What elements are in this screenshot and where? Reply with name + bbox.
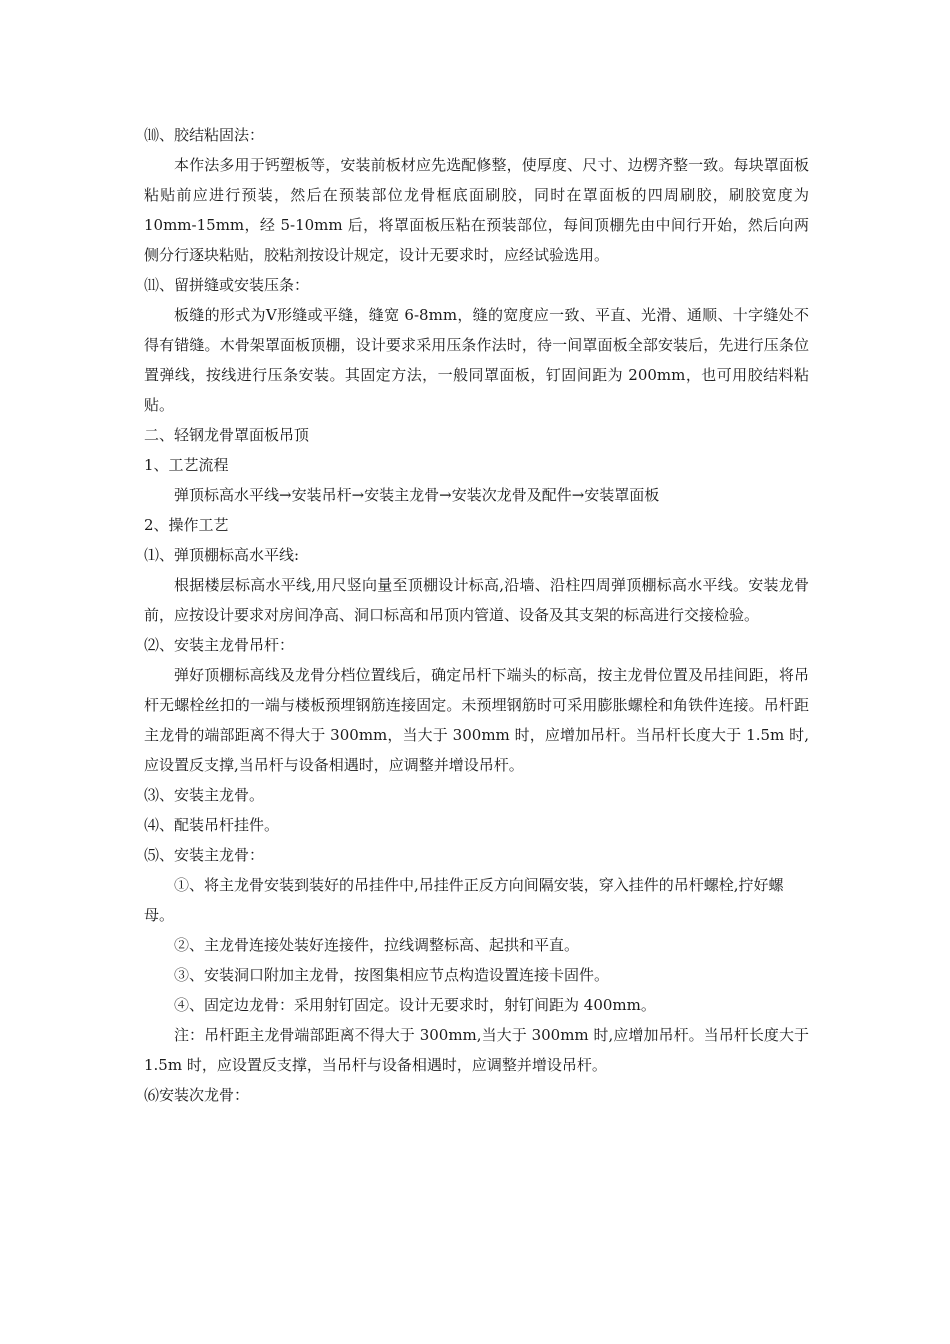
heading-step-1: ⑴、弹顶棚标高水平线: xyxy=(144,546,300,564)
heading-step-3: ⑶、安装主龙骨。 xyxy=(144,786,265,804)
list-item-4: ④、固定边龙骨：采用射钉固定。设计无要求时，射钉间距为 400mm。 xyxy=(174,996,656,1014)
note-paragraph: 注：吊杆距主龙骨端部距离不得大于 300mm,当大于 300mm 时,应增加吊杆。当吊杆长度大于 1.5m 时，应设置反支撑，当吊杆与设备相遇时，应调整并增设吊杆。 xyxy=(144,1026,809,1074)
heading-step-4: ⑷、配装吊杆挂件。 xyxy=(144,816,280,834)
heading-11: ⑾、留拼缝或安装压条： xyxy=(144,276,310,294)
paragraph-step-1: 根据楼层标高水平线,用尺竖向量至顶棚设计标高,沿墙、沿柱四周弹顶棚标高水平线。安装龙骨前，应按设计要求对房间净高、洞口标高和吊顶内管道、设备及其支架的标高进行交接检验。 xyxy=(144,576,809,624)
section-title-light-steel: 二、轻钢龙骨罩面板吊顶 xyxy=(144,426,310,444)
heading-step-2: ⑵、安装主龙骨吊杆： xyxy=(144,636,295,654)
paragraph-seams: 板缝的形式为Ⅴ形缝或平缝，缝宽 6-8mm，缝的宽度应一致、平直、光滑、通顺、十字缝处不得有错缝。木骨架罩面板顶棚，设计要求采用压条作法时，待一间罩面板全部安装后，先进行压条位置弹线，按线进行压条安装。其固定方法，一般同罩面板，钉固间距为 200mm，也可用胶结料粘贴。 xyxy=(144,306,809,414)
subsection-process-flow: 1、工艺流程 xyxy=(144,456,229,474)
heading-10: ⑽、胶结粘固法： xyxy=(144,126,265,144)
paragraph-step-2: 弹好顶棚标高线及龙骨分档位置线后，确定吊杆下端头的标高，按主龙骨位置及吊挂间距，将吊杆无螺栓丝扣的一端与楼板预埋钢筋连接固定。未预埋钢筋时可采用膨胀螺栓和角铁件连接。吊杆距主龙骨的端部距离不得大于 300mm，当大于 300mm 时，应增加吊杆。当吊杆长度大于 1.5m 时,应设置反支撑,当吊杆与设备相遇时，应调整并增设吊杆。 xyxy=(144,666,809,774)
heading-step-6: ⑹安装次龙骨： xyxy=(144,1086,250,1104)
list-item-3: ③、安装洞口附加主龙骨，按图集相应节点构造设置连接卡固件。 xyxy=(174,966,610,984)
paragraph-glue-method: 本作法多用于钙塑板等，安装前板材应先选配修整，使厚度、尺寸、边楞齐整一致。每块罩面板粘贴前应进行预装，然后在预装部位龙骨框底面刷胶，同时在罩面板的四周刷胶，刷胶宽度为 10mm-15mm，经 5-10mm 后，将罩面板压粘在预装部位，每间顶棚先由中间行开始，然后向两侧分行逐块粘贴，胶粘剂按设计规定，设计无要求时，应经试验选用。 xyxy=(144,156,809,264)
process-flow-text: 弹顶标高水平线→安装吊杆→安装主龙骨→安装次龙骨及配件→安装罩面板 xyxy=(174,486,660,504)
heading-step-5: ⑸、安装主龙骨： xyxy=(144,846,265,864)
list-item-1: ①、将主龙骨安装到装好的吊挂件中,吊挂件正反方向间隔安装，穿入挂件的吊杆螺栓,拧好螺母。 xyxy=(144,876,784,924)
list-item-2: ②、主龙骨连接处装好连接件，拉线调整标高、起拱和平直。 xyxy=(174,936,580,954)
subsection-operation: 2、操作工艺 xyxy=(144,516,229,534)
document-body xyxy=(144,120,809,1110)
